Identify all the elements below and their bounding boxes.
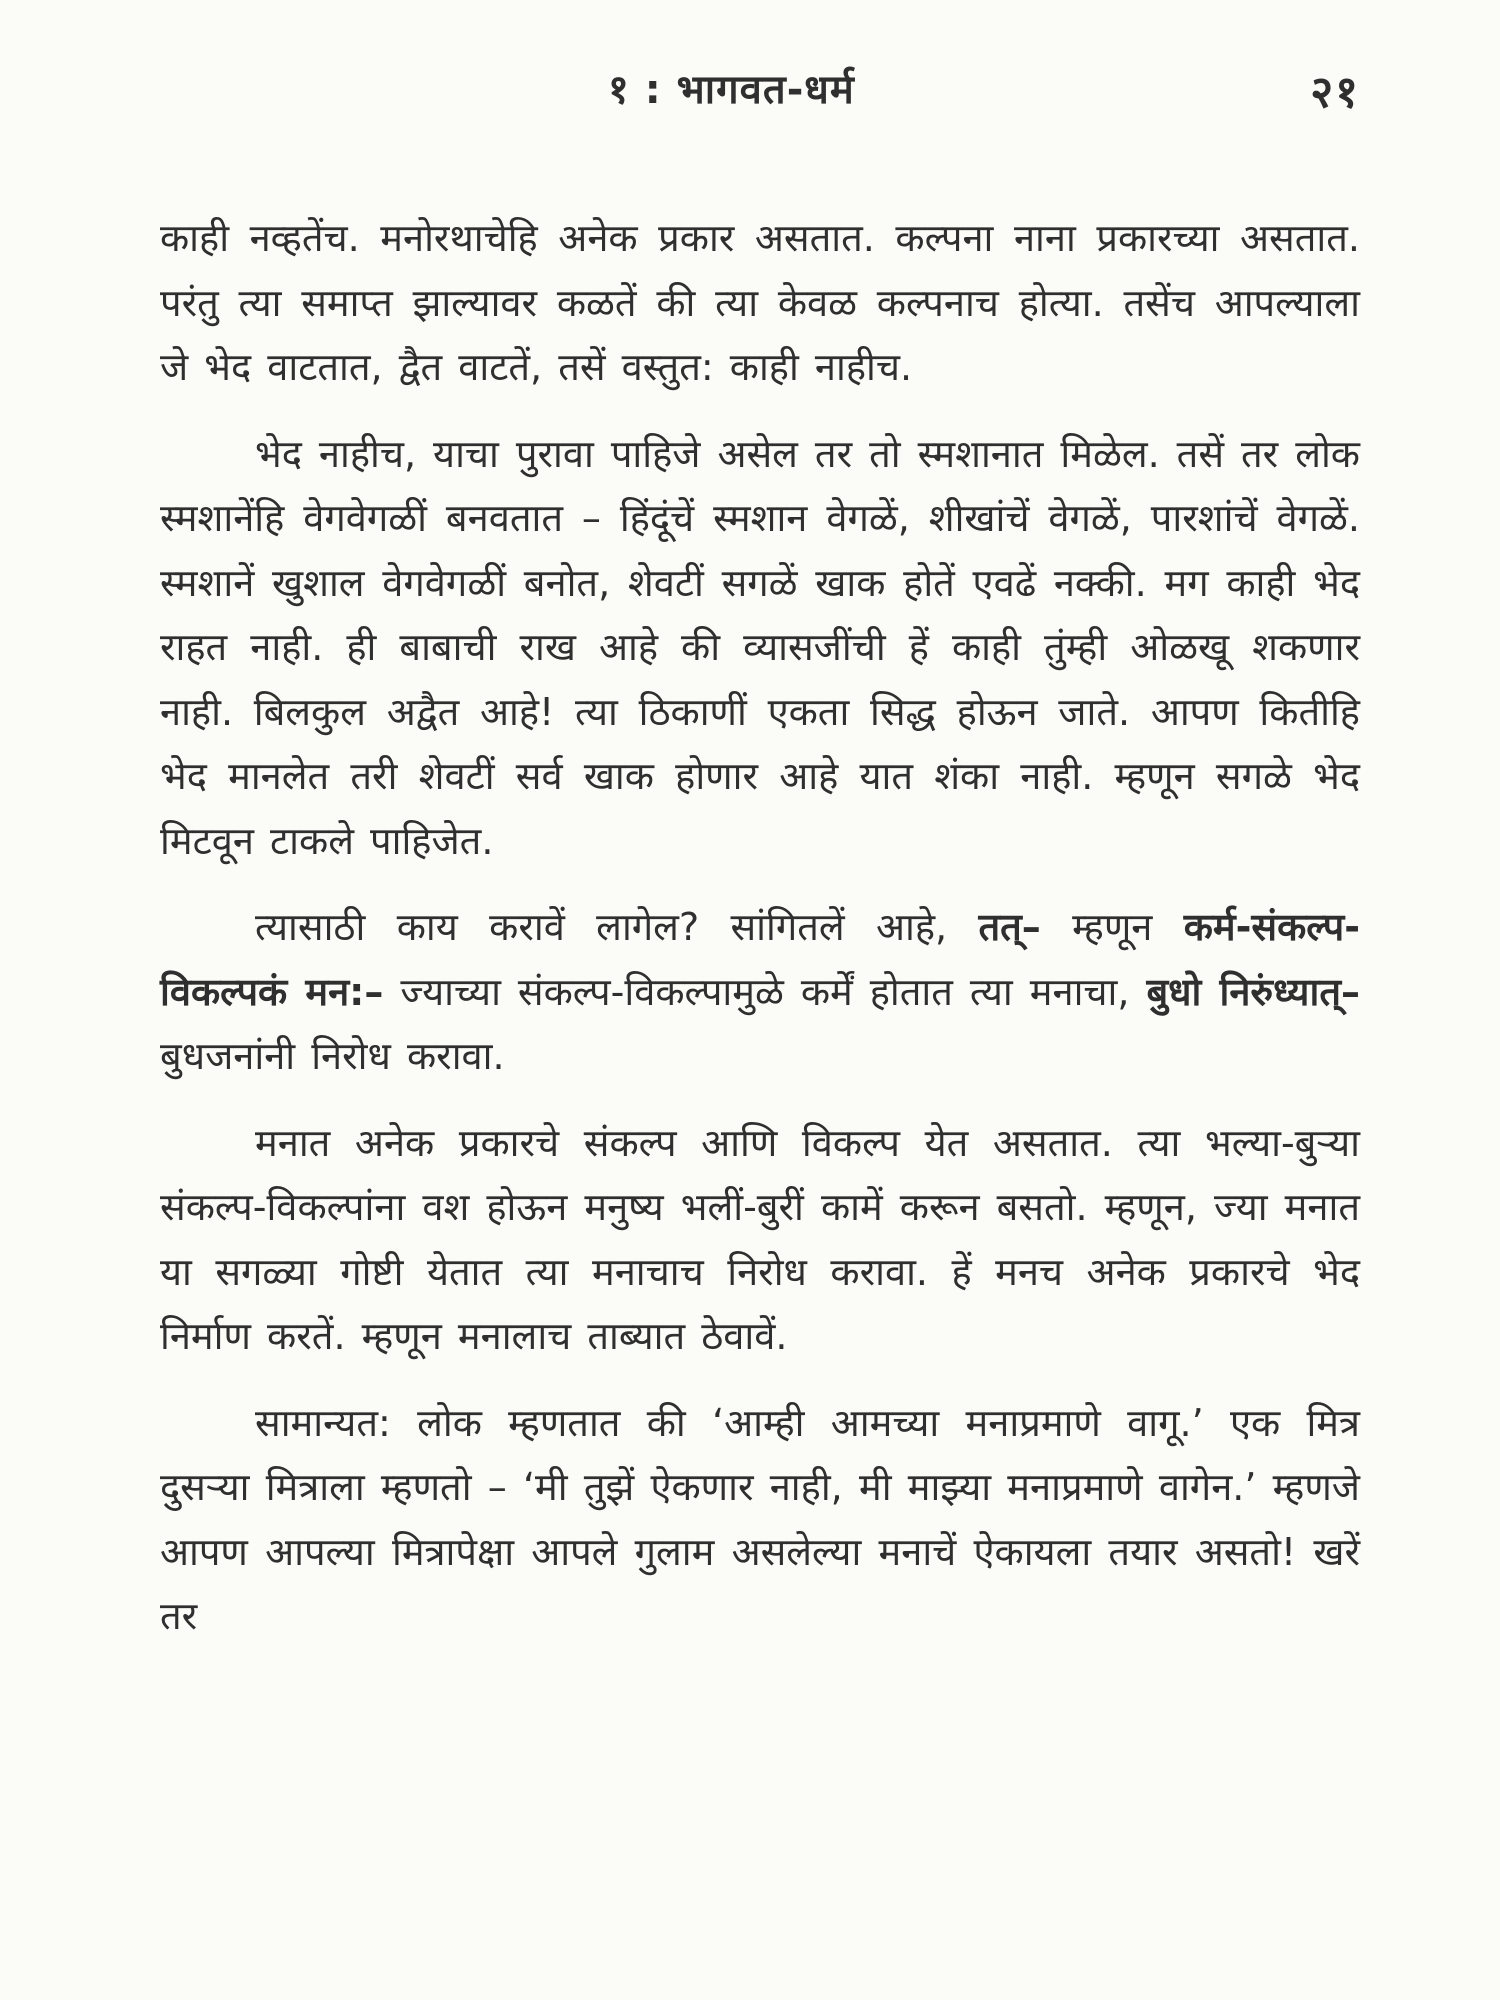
paragraph-4: मनात अनेक प्रकारचे संकल्प आणि विकल्प येत असतात. त्या भल्या-बुऱ्या संकल्प-विकल्पांना वश होऊन मनुष्य भलीं-बुरीं कामें करून बसतो. म्हणून, ज्या मनात या सगळ्या गोष्टी येतात त्या मनाचाच निरोध करावा. हें मनच अनेक प्रकारचे भेद निर्माण करतें. म्हणून मनालाच ताब्यात ठेवावें. bbox=[160, 1120, 1360, 1358]
paragraph-1: काही नव्हतेंच. मनोरथाचेहि अनेक प्रकार असतात. कल्पना नाना प्रकारच्या असतात. परंतु त्या समाप्त झाल्यावर कळतें की त्या केवळ कल्पनाच होत्या. तसेंच आपल्याला जे भेद वाटतात, द्वैत वाटतें, तसें वस्तुत: काही नाहीच. bbox=[160, 216, 1360, 389]
chapter-heading: १ : भागवत-धर्म bbox=[608, 67, 855, 113]
page-number: २१ bbox=[1310, 67, 1360, 118]
paragraph-5: सामान्यत: लोक म्हणतात की ‘आम्ही आमच्या मनाप्रमाणे वागू.’ एक मित्र दुसऱ्या मित्राला म्हणतो – ‘मी तुझें ऐकणार नाही, मी माझ्या मनाप्रमाणे वागेन.’ म्हणजे आपण आपल्या मित्रापेक्षा आपले गुलाम असलेल्या मनाचें ऐकायला तयार असतो! खरें तर bbox=[160, 1400, 1360, 1638]
paragraph-3-text-4: बुधजनांनी निरोध करावा. bbox=[160, 1034, 505, 1078]
paragraph-3-text-3: ज्याच्या संकल्प-विकल्पामुळे कर्में होतात त्या मनाचा, bbox=[400, 969, 1130, 1014]
verse-term-3: बुधो निरुंध्यात्– bbox=[1146, 969, 1360, 1014]
verse-term-1: तत्– bbox=[978, 905, 1041, 949]
running-header bbox=[160, 60, 1360, 120]
paragraph-3 bbox=[160, 895, 1360, 1089]
paragraph-2: भेद नाहीच, याचा पुरावा पाहिजे असेल तर तो स्मशानात मिळेल. तसें तर लोक स्मशानेंहि वेगवेगळीं बनवतात – हिंदूंचें स्मशान वेगळें, शीखांचें वेगळें, पारशांचें वेगळें. स्मशानें खुशाल वेगवेगळीं बनोत, शेवटीं सगळें खाक होतें एवढें नक्की. मग काही भेद राहत नाही. ही बाबाची राख आहे की व्यासजींची हें काही तुंम्ही ओळखू शकणार नाही. बिलकुल अद्वैत आहे! त्या ठिकाणीं एकता सिद्ध होऊन जाते. आपण कितीहि भेद मानलेत तरी शेवटीं सर्व खाक होणार आहे यात शंका नाही. म्हणून सगळे भेद मिटवून टाकले पाहिजेत. bbox=[160, 431, 1360, 863]
verse-term-2: कर्म-संकल्प-विकल्पकं मन:– bbox=[160, 905, 1360, 1014]
paragraph-3-text-1: त्यासाठी काय करावें लागेल? सांगितलें आहे, bbox=[255, 905, 948, 949]
paragraph-3-text-2: म्हणून bbox=[1072, 905, 1153, 949]
